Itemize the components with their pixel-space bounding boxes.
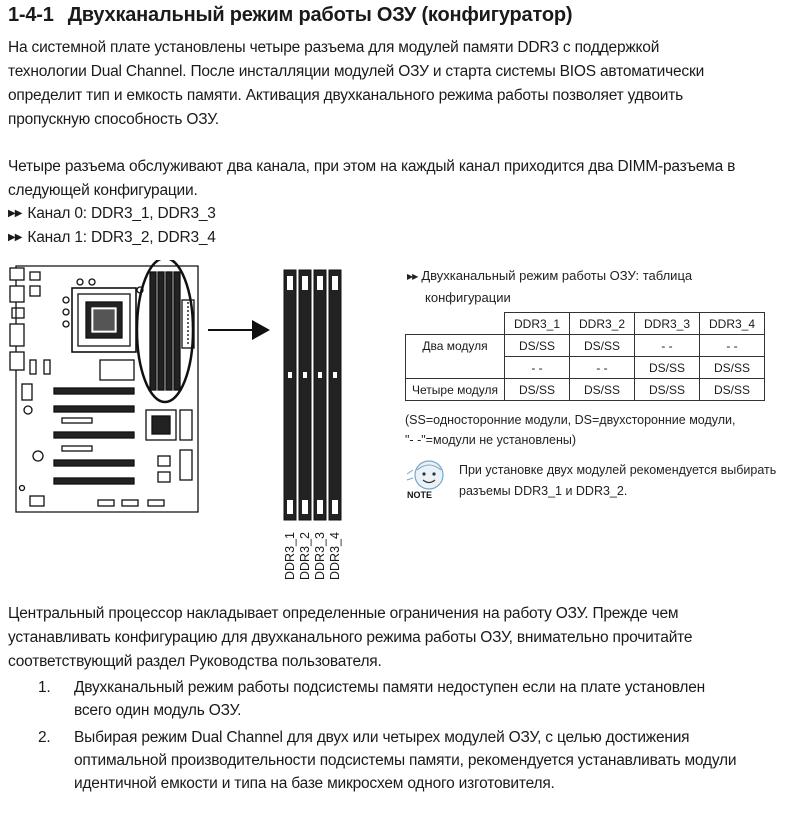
intro-line: определит тип и емкость памяти. Активация двухканального режима работы позволяет удвоить xyxy=(8,87,684,104)
table-cell: - - xyxy=(505,357,570,379)
table-cell: DS/SS xyxy=(700,357,765,379)
note-icon-label: NOTE xyxy=(407,490,433,500)
row-label-empty xyxy=(406,357,505,379)
cpu-line: соответствующий раздел Руководства пользователя. xyxy=(8,653,382,670)
list-item xyxy=(38,726,736,795)
config-title-line: конфигурации xyxy=(425,290,511,305)
motherboard-diagram xyxy=(8,260,278,520)
table-legend xyxy=(405,410,736,450)
section-number: 1-4-1 xyxy=(8,4,54,26)
double-arrow-icon: ▶▶ xyxy=(407,272,418,281)
channels-line: Четыре разъема обслуживают два канала, при этом на каждый канал приходится два DIMM-разъема в xyxy=(8,158,736,175)
channel-1-text: Канал 1: DDR3_2, DDR3_4 xyxy=(27,229,216,246)
double-arrow-icon: ▶▶ xyxy=(8,208,22,219)
table-cell: - - xyxy=(570,357,635,379)
channels-paragraph xyxy=(8,155,735,203)
dimm-label-3: DDR3_3 xyxy=(313,532,327,580)
table-cell: DS/SS xyxy=(570,335,635,357)
note-text xyxy=(459,460,776,502)
dimm-label-1: DDR3_1 xyxy=(283,532,297,580)
table-cell: DS/SS xyxy=(505,335,570,357)
table-cell: DS/SS xyxy=(700,379,765,401)
list-line: идентичной емкости и типа на базе микросхем одного изготовителя. xyxy=(74,775,555,792)
list-line: Выбирая режим Dual Channel для двух или четырех модулей ОЗУ, с целью достижения xyxy=(74,729,690,746)
table-cell: DS/SS xyxy=(505,379,570,401)
channels-line: следующей конфигурации. xyxy=(8,182,198,199)
header-cell: DDR3_4 xyxy=(700,313,765,335)
intro-paragraph xyxy=(8,36,704,132)
intro-line: пропускную способность ОЗУ. xyxy=(8,111,219,128)
table-row xyxy=(406,379,765,401)
table-cell: DS/SS xyxy=(570,379,635,401)
note-icon xyxy=(403,458,455,500)
table-cell: - - xyxy=(635,335,700,357)
row-label: Четыре модуля xyxy=(406,379,505,401)
list-line: Двухканальный режим работы подсистемы памяти недоступен если на плате установлен xyxy=(74,679,705,696)
list-number: 2. xyxy=(38,729,51,746)
list-line: оптимальной производительности подсистемы памяти, рекомендуется устанавливать модули xyxy=(74,752,737,769)
double-arrow-icon: ▶▶ xyxy=(8,232,22,243)
table-cell: DS/SS xyxy=(635,379,700,401)
config-title-line: Двухканальный режим работы ОЗУ: таблица xyxy=(421,268,693,283)
row-label: Два модуля xyxy=(406,335,505,357)
config-table xyxy=(405,312,765,401)
table-cell: DS/SS xyxy=(635,357,700,379)
table-header-row xyxy=(406,313,765,335)
table-cell: - - xyxy=(700,335,765,357)
header-cell: DDR3_2 xyxy=(570,313,635,335)
dimm-label-4: DDR3_4 xyxy=(328,532,342,580)
section-heading xyxy=(8,4,572,27)
cpu-line: Центральный процессор накладывает определенные ограничения на работу ОЗУ. Прежде чем xyxy=(8,605,679,622)
config-table-title xyxy=(407,266,692,308)
intro-line: На системной плате установлены четыре разъема для модулей памяти DDR3 с поддержкой xyxy=(8,39,660,56)
channel-0-bullet xyxy=(8,203,216,227)
dimm-label-2: DDR3_2 xyxy=(298,532,312,580)
channel-1-bullet xyxy=(8,227,216,251)
channel-0-text: Канал 0: DDR3_1, DDR3_3 xyxy=(27,205,216,222)
intro-line: технологии Dual Channel. После инсталляции модулей ОЗУ и старта системы BIOS автоматически xyxy=(8,63,705,80)
dimm-slots-diagram xyxy=(282,268,348,524)
list-line: всего один модуль ОЗУ. xyxy=(74,702,242,719)
section-title: Двухканальный режим работы ОЗУ (конфигуратор) xyxy=(67,4,573,26)
note-line: разъемы DDR3_1 и DDR3_2. xyxy=(459,484,628,498)
table-row xyxy=(406,335,765,357)
header-cell: DDR3_3 xyxy=(635,313,700,335)
list-number: 1. xyxy=(38,679,51,696)
cpu-paragraph xyxy=(8,602,692,674)
header-cell: DDR3_1 xyxy=(505,313,570,335)
note-line: При установке двух модулей рекомендуется выбирать xyxy=(459,463,777,477)
table-corner xyxy=(406,313,505,335)
table-row xyxy=(406,357,765,379)
legend-line: (SS=односторонние модули, DS=двухсторонние модули, xyxy=(405,413,736,427)
numbered-list xyxy=(38,676,736,795)
cpu-line: устанавливать конфигурацию для двухканального режима работы ОЗУ, внимательно прочитайте xyxy=(8,629,693,646)
list-item xyxy=(38,676,736,722)
legend-line: "- -"=модули не установлены) xyxy=(405,433,576,447)
